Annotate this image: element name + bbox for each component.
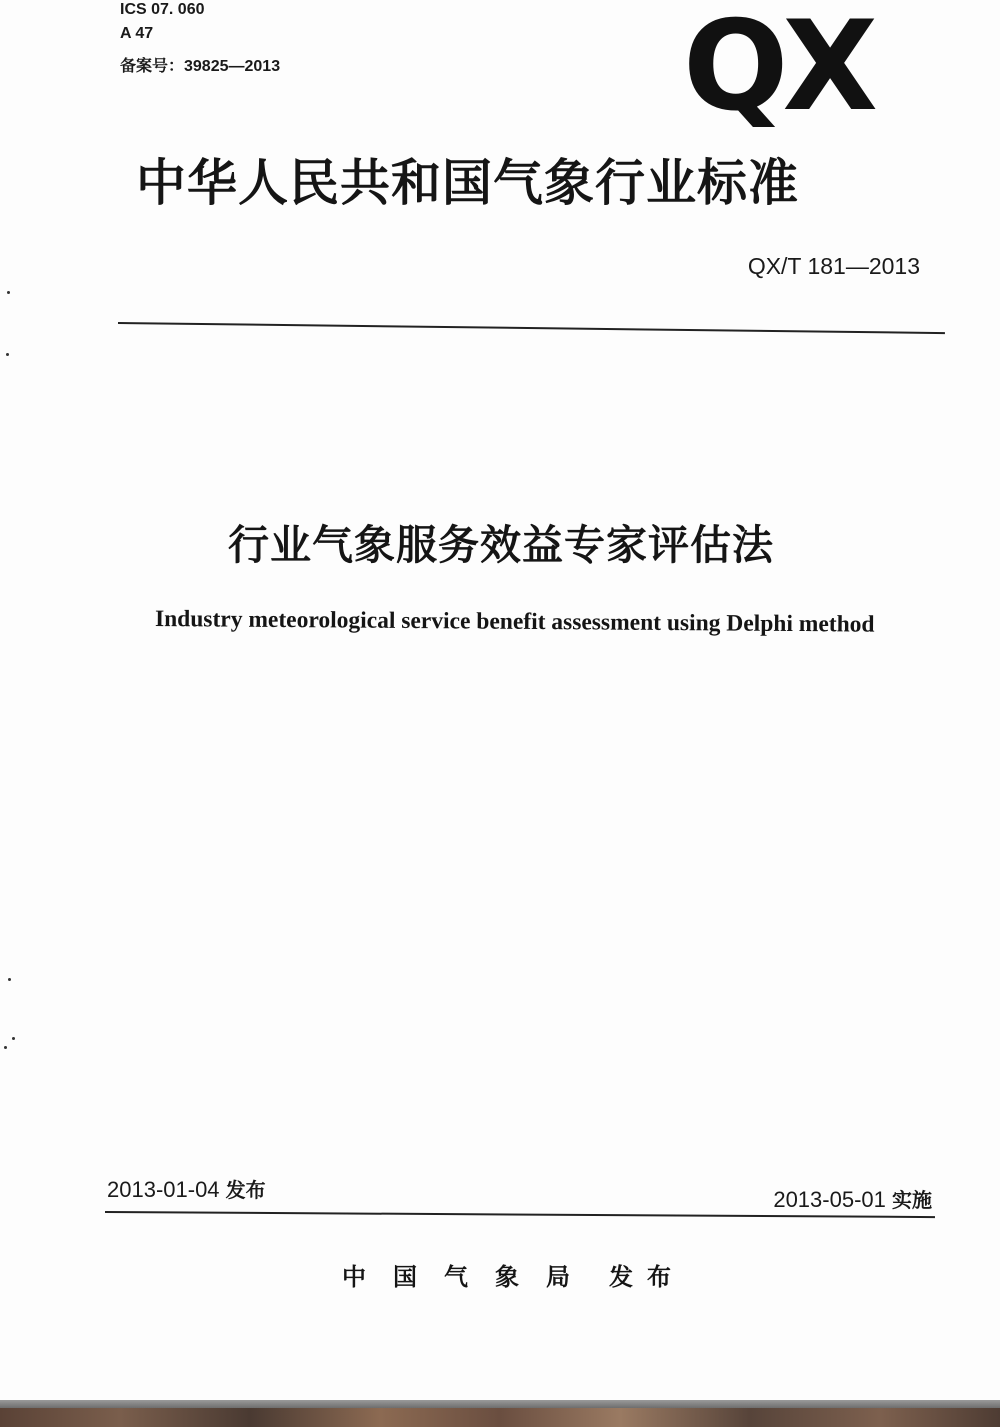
publisher-action: 发布: [609, 1263, 685, 1291]
issue-date-value: 2013-01-04: [107, 1177, 220, 1202]
issue-date: [107, 1174, 266, 1203]
document-title-chinese: 行业气象服务效益专家评估法: [228, 521, 774, 569]
issue-date-label: 发布: [225, 1178, 266, 1202]
scan-speck: [6, 353, 9, 356]
scan-speck: [12, 1037, 15, 1040]
record-number: 备案号：39825—2013: [120, 58, 281, 75]
scan-speck: [7, 291, 10, 294]
ics-code: ICS 07. 060: [120, 1, 205, 18]
header-divider: [118, 322, 945, 334]
document-title-english: Industry meteorological service benefit assessment using Delphi method: [154, 606, 875, 638]
scan-background-strip: [0, 1400, 1000, 1427]
classification-code: A 47: [120, 25, 154, 42]
standard-title: 中华人民共和国气象行业标准: [136, 154, 799, 212]
implementation-date-value: 2013-05-01: [773, 1187, 886, 1212]
publisher-organization: 中国气象局: [342, 1263, 597, 1291]
standard-number: QX/T 181—2013: [747, 253, 920, 279]
implementation-date: [773, 1184, 932, 1213]
qx-logo: QX: [683, 0, 873, 139]
scan-speck: [8, 978, 11, 981]
publisher: [342, 1257, 685, 1292]
implementation-date-label: 实施: [892, 1188, 932, 1212]
scan-speck: [4, 1046, 7, 1049]
